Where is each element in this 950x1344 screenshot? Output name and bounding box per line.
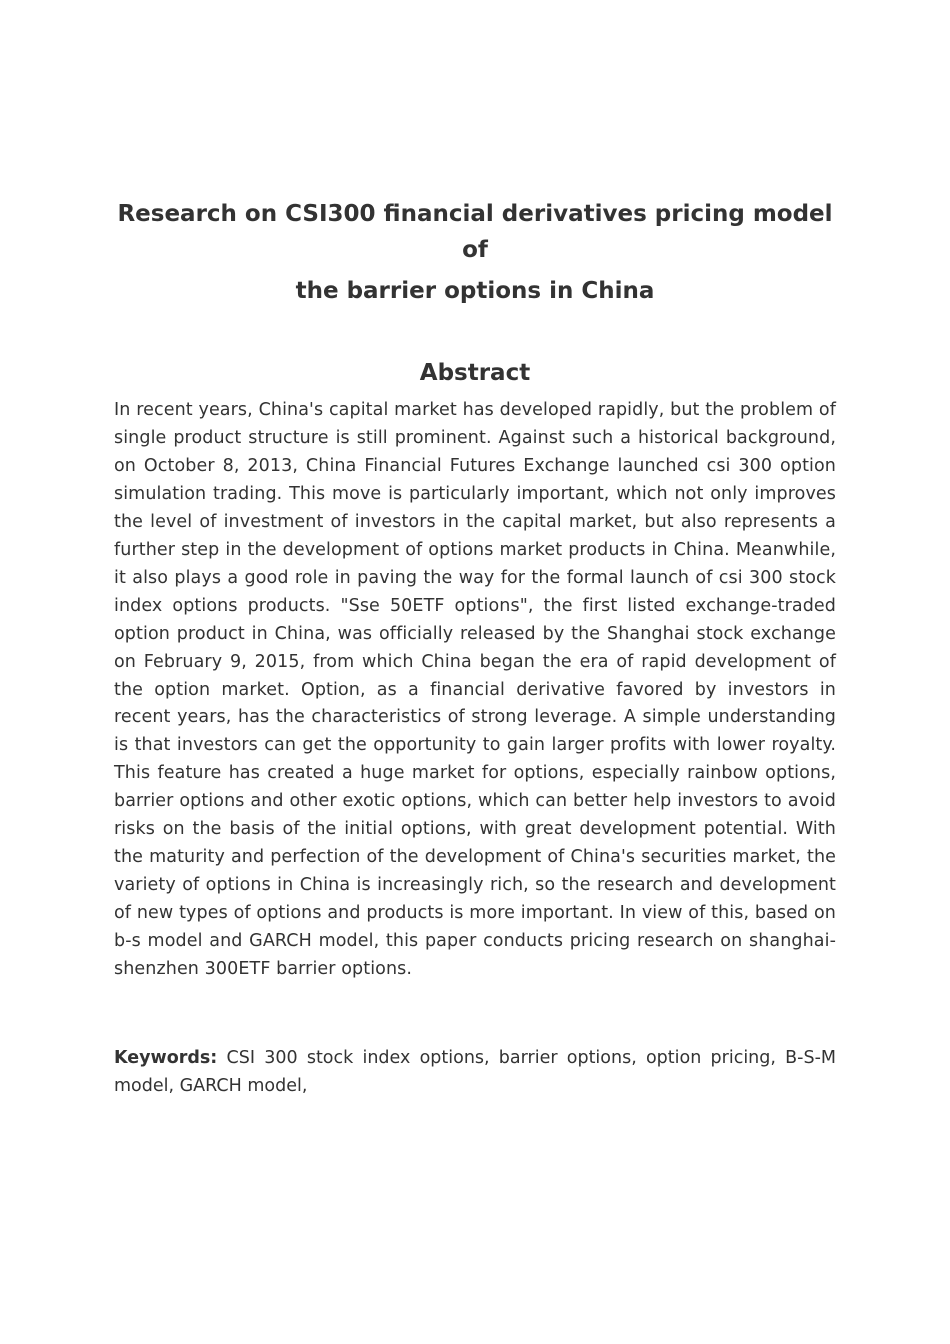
keywords-label: Keywords: <box>114 1048 218 1068</box>
paper-title: Research on CSI300 financial derivatives pricing model of <box>117 201 833 263</box>
keywords-text: CSI 300 stock index options, barrier options, option pricing, B-S-M model, GARCH model, <box>114 1048 836 1096</box>
keywords-paragraph <box>114 1044 836 1100</box>
paper-title-line2: the barrier options in China <box>295 278 655 304</box>
abstract-paragraph: In recent years, China's capital market has developed rapidly, but the problem of single product structure is still prominent. Against such a historical background, on October 8, 2013, China Financial Futures Exchange launched csi 300 option simulation trading. This move is particularly important, which not only improves the level of investment of investors in the capital market, but also represents a further step in the development of options market products in China. Meanwhile, it also plays a good role in paving the way for the formal launch of csi 300 stock index options products. "Sse 50ETF options", the first listed exchange-traded option product in China, was officially released by the Shanghai stock exchange on February 9, 2015, from which China began the era of rapid development of the option market. Option, as a financial derivative favored by investors in recent years, has the characteristics of strong leverage. A simple understanding is that investors can get the opportunity to gain larger profits with lower royalty. This feature has created a huge market for options, especially rainbow options, barrier options and other exotic options, which can better help investors to avoid risks on the basis of the initial options, with great development potential. With the maturity and perfection of the development of China's securities market, the variety of options in China is increasingly rich, so the research and development of new types of options and products is more important. In view of this, based on b-s model and GARCH model, this paper conducts pricing research on shanghai-shenzhen 300ETF barrier options. <box>114 400 836 980</box>
abstract-heading: Abstract <box>419 360 531 386</box>
